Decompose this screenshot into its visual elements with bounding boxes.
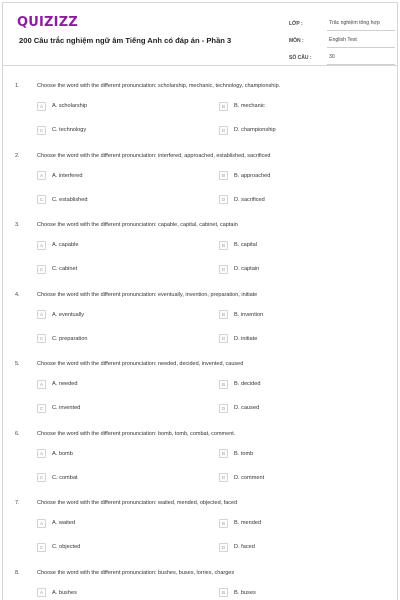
- option-letter-box: B: [219, 449, 228, 458]
- question-text: Choose the word with the different pronunciation: eventually, invention, preparation, initiate: [37, 291, 258, 298]
- answer-option[interactable]: [219, 449, 253, 459]
- option-label: A. eventually: [52, 311, 85, 318]
- option-letter-box: C: [37, 265, 46, 274]
- option-label: C. invented: [52, 405, 81, 411]
- option-label: B. invention: [234, 311, 264, 318]
- option-label: A. bomb: [52, 450, 73, 457]
- option-label: B. buses: [234, 589, 256, 596]
- answer-option[interactable]: [37, 310, 84, 320]
- option-label: C. preparation: [52, 335, 88, 342]
- option-label: C. technology: [52, 127, 87, 133]
- option-label: B. mechanic: [234, 103, 265, 109]
- option-letter-box: A: [37, 519, 46, 528]
- question-item: [3, 218, 397, 288]
- quizizz-logo: QUIZIZZ: [17, 15, 78, 30]
- question-text: Choose the word with the different pronunciation: interfered, approached, established, sacrificed: [37, 152, 271, 159]
- answer-option[interactable]: [37, 171, 82, 181]
- answer-option[interactable]: [219, 171, 270, 181]
- option-letter-box: C: [37, 195, 46, 204]
- question-item: [3, 566, 397, 600]
- question-number: 1.: [15, 83, 20, 89]
- option-label: C. established: [52, 196, 88, 203]
- meta-row-class: [289, 14, 395, 31]
- meta-row-subject: [289, 31, 395, 48]
- question-text: Choose the word with the different pronunciation: capable, capital, cabinet, captain: [37, 222, 238, 228]
- meta-key: LỚP :: [289, 21, 303, 27]
- option-label: D. faced: [234, 544, 255, 550]
- option-letter-box: D: [219, 473, 228, 482]
- question-item: [3, 357, 397, 427]
- option-label: A. scholarship: [52, 103, 88, 109]
- option-label: D. sacrificed: [234, 196, 265, 203]
- option-letter-box: C: [37, 334, 46, 343]
- option-letter-box: D: [219, 334, 228, 343]
- answer-option[interactable]: [37, 403, 80, 413]
- answer-option[interactable]: [219, 542, 255, 552]
- answer-option[interactable]: [37, 588, 77, 598]
- question-number: 4.: [15, 291, 20, 298]
- option-letter-box: A: [37, 449, 46, 458]
- option-letter-box: A: [37, 588, 46, 597]
- option-label: D. caused: [234, 405, 260, 411]
- option-letter-box: D: [219, 543, 228, 552]
- answer-option[interactable]: [37, 518, 75, 528]
- option-letter-box: C: [37, 126, 46, 135]
- option-label: B. tomb: [234, 450, 254, 457]
- option-label: B. mended: [234, 520, 262, 526]
- option-letter-box: A: [37, 241, 46, 250]
- answer-option[interactable]: [37, 379, 78, 389]
- meta-value: English Test: [327, 37, 395, 48]
- answer-option[interactable]: [37, 195, 87, 205]
- option-label: B. decided: [234, 381, 261, 387]
- meta-info: [289, 14, 395, 65]
- question-number: 5.: [15, 361, 20, 367]
- option-label: A. waited: [52, 520, 76, 526]
- meta-row-count: [289, 48, 395, 65]
- option-label: B. approached: [234, 172, 271, 179]
- question-item: [3, 288, 397, 358]
- answer-option[interactable]: [37, 542, 80, 552]
- option-label: A. bushes: [52, 589, 77, 596]
- option-label: C. combat: [52, 474, 78, 481]
- option-letter-box: A: [37, 102, 46, 111]
- option-label: D. initiate: [234, 335, 258, 342]
- option-letter-box: D: [219, 195, 228, 204]
- meta-key: MÔN :: [289, 38, 304, 44]
- question-item: [3, 427, 397, 497]
- answer-option[interactable]: [37, 264, 77, 274]
- answer-option[interactable]: [219, 403, 259, 413]
- option-letter-box: A: [37, 171, 46, 180]
- option-letter-box: C: [37, 543, 46, 552]
- meta-value: 30: [327, 54, 395, 65]
- meta-key: SỐ CÂU :: [289, 55, 312, 61]
- answer-option[interactable]: [219, 101, 265, 111]
- answer-option[interactable]: [37, 101, 87, 111]
- question-text: Choose the word with the different pronunciation: scholarship, mechanic, technology, championship.: [37, 83, 281, 89]
- option-letter-box: B: [219, 519, 228, 528]
- worksheet-header: [3, 3, 397, 66]
- option-letter-box: D: [219, 126, 228, 135]
- option-letter-box: C: [37, 473, 46, 482]
- option-letter-box: A: [37, 380, 46, 389]
- question-number: 6.: [15, 430, 20, 437]
- answer-option[interactable]: [219, 195, 265, 205]
- question-item: [3, 149, 397, 219]
- option-label: A. interfered: [52, 172, 83, 179]
- answer-option[interactable]: [219, 588, 256, 598]
- answer-option[interactable]: [37, 334, 87, 344]
- option-letter-box: D: [219, 265, 228, 274]
- question-text: Choose the word with the different pronunciation: needed, decided, invented, caused: [37, 361, 244, 367]
- option-letter-box: B: [219, 310, 228, 319]
- answer-option[interactable]: [219, 379, 260, 389]
- option-label: A. needed: [52, 381, 78, 387]
- question-list: [3, 79, 397, 600]
- answer-option[interactable]: [219, 125, 276, 135]
- option-label: C. cabinet: [52, 266, 78, 272]
- question-number: 2.: [15, 152, 20, 159]
- question-text: Choose the word with the different pronunciation: bomb, tomb, combat, comment.: [37, 430, 236, 437]
- answer-option[interactable]: [37, 240, 78, 250]
- question-text: Choose the word with the different pronunciation: bushes, buses, lorries, charges: [37, 569, 235, 576]
- answer-option[interactable]: [219, 518, 261, 528]
- option-letter-box: A: [37, 310, 46, 319]
- question-number: 7.: [15, 500, 20, 506]
- option-label: D. championship: [234, 127, 276, 133]
- question-number: 8.: [15, 569, 20, 576]
- option-letter-box: B: [219, 380, 228, 389]
- question-number: 3.: [15, 222, 20, 228]
- option-letter-box: B: [219, 171, 228, 180]
- option-letter-box: D: [219, 404, 228, 413]
- answer-option[interactable]: [37, 473, 78, 483]
- option-label: D. captain: [234, 266, 260, 272]
- answer-option[interactable]: [37, 449, 73, 459]
- answer-option[interactable]: [219, 334, 257, 344]
- meta-value: Trắc nghiệm tổng hợp: [327, 20, 395, 31]
- answer-option[interactable]: [219, 473, 264, 483]
- question-item: [3, 79, 397, 149]
- answer-option[interactable]: [37, 125, 86, 135]
- option-letter-box: C: [37, 404, 46, 413]
- answer-option[interactable]: [219, 310, 263, 320]
- worksheet-page: [2, 2, 398, 600]
- option-letter-box: B: [219, 102, 228, 111]
- option-letter-box: B: [219, 588, 228, 597]
- answer-option[interactable]: [219, 240, 257, 250]
- option-label: D. comment: [234, 474, 265, 481]
- answer-option[interactable]: [219, 264, 259, 274]
- page-title: 200 Câu trắc nghiệm ngữ âm Tiếng Anh có đáp án - Phần 3: [19, 36, 232, 45]
- option-label: A. capable: [52, 242, 79, 248]
- option-letter-box: B: [219, 241, 228, 250]
- question-item: [3, 496, 397, 566]
- option-label: B. capital: [234, 242, 258, 248]
- question-text: Choose the word with the different pronunciation: waited, mended, objected, faced: [37, 500, 238, 506]
- option-label: C. objected: [52, 544, 81, 550]
